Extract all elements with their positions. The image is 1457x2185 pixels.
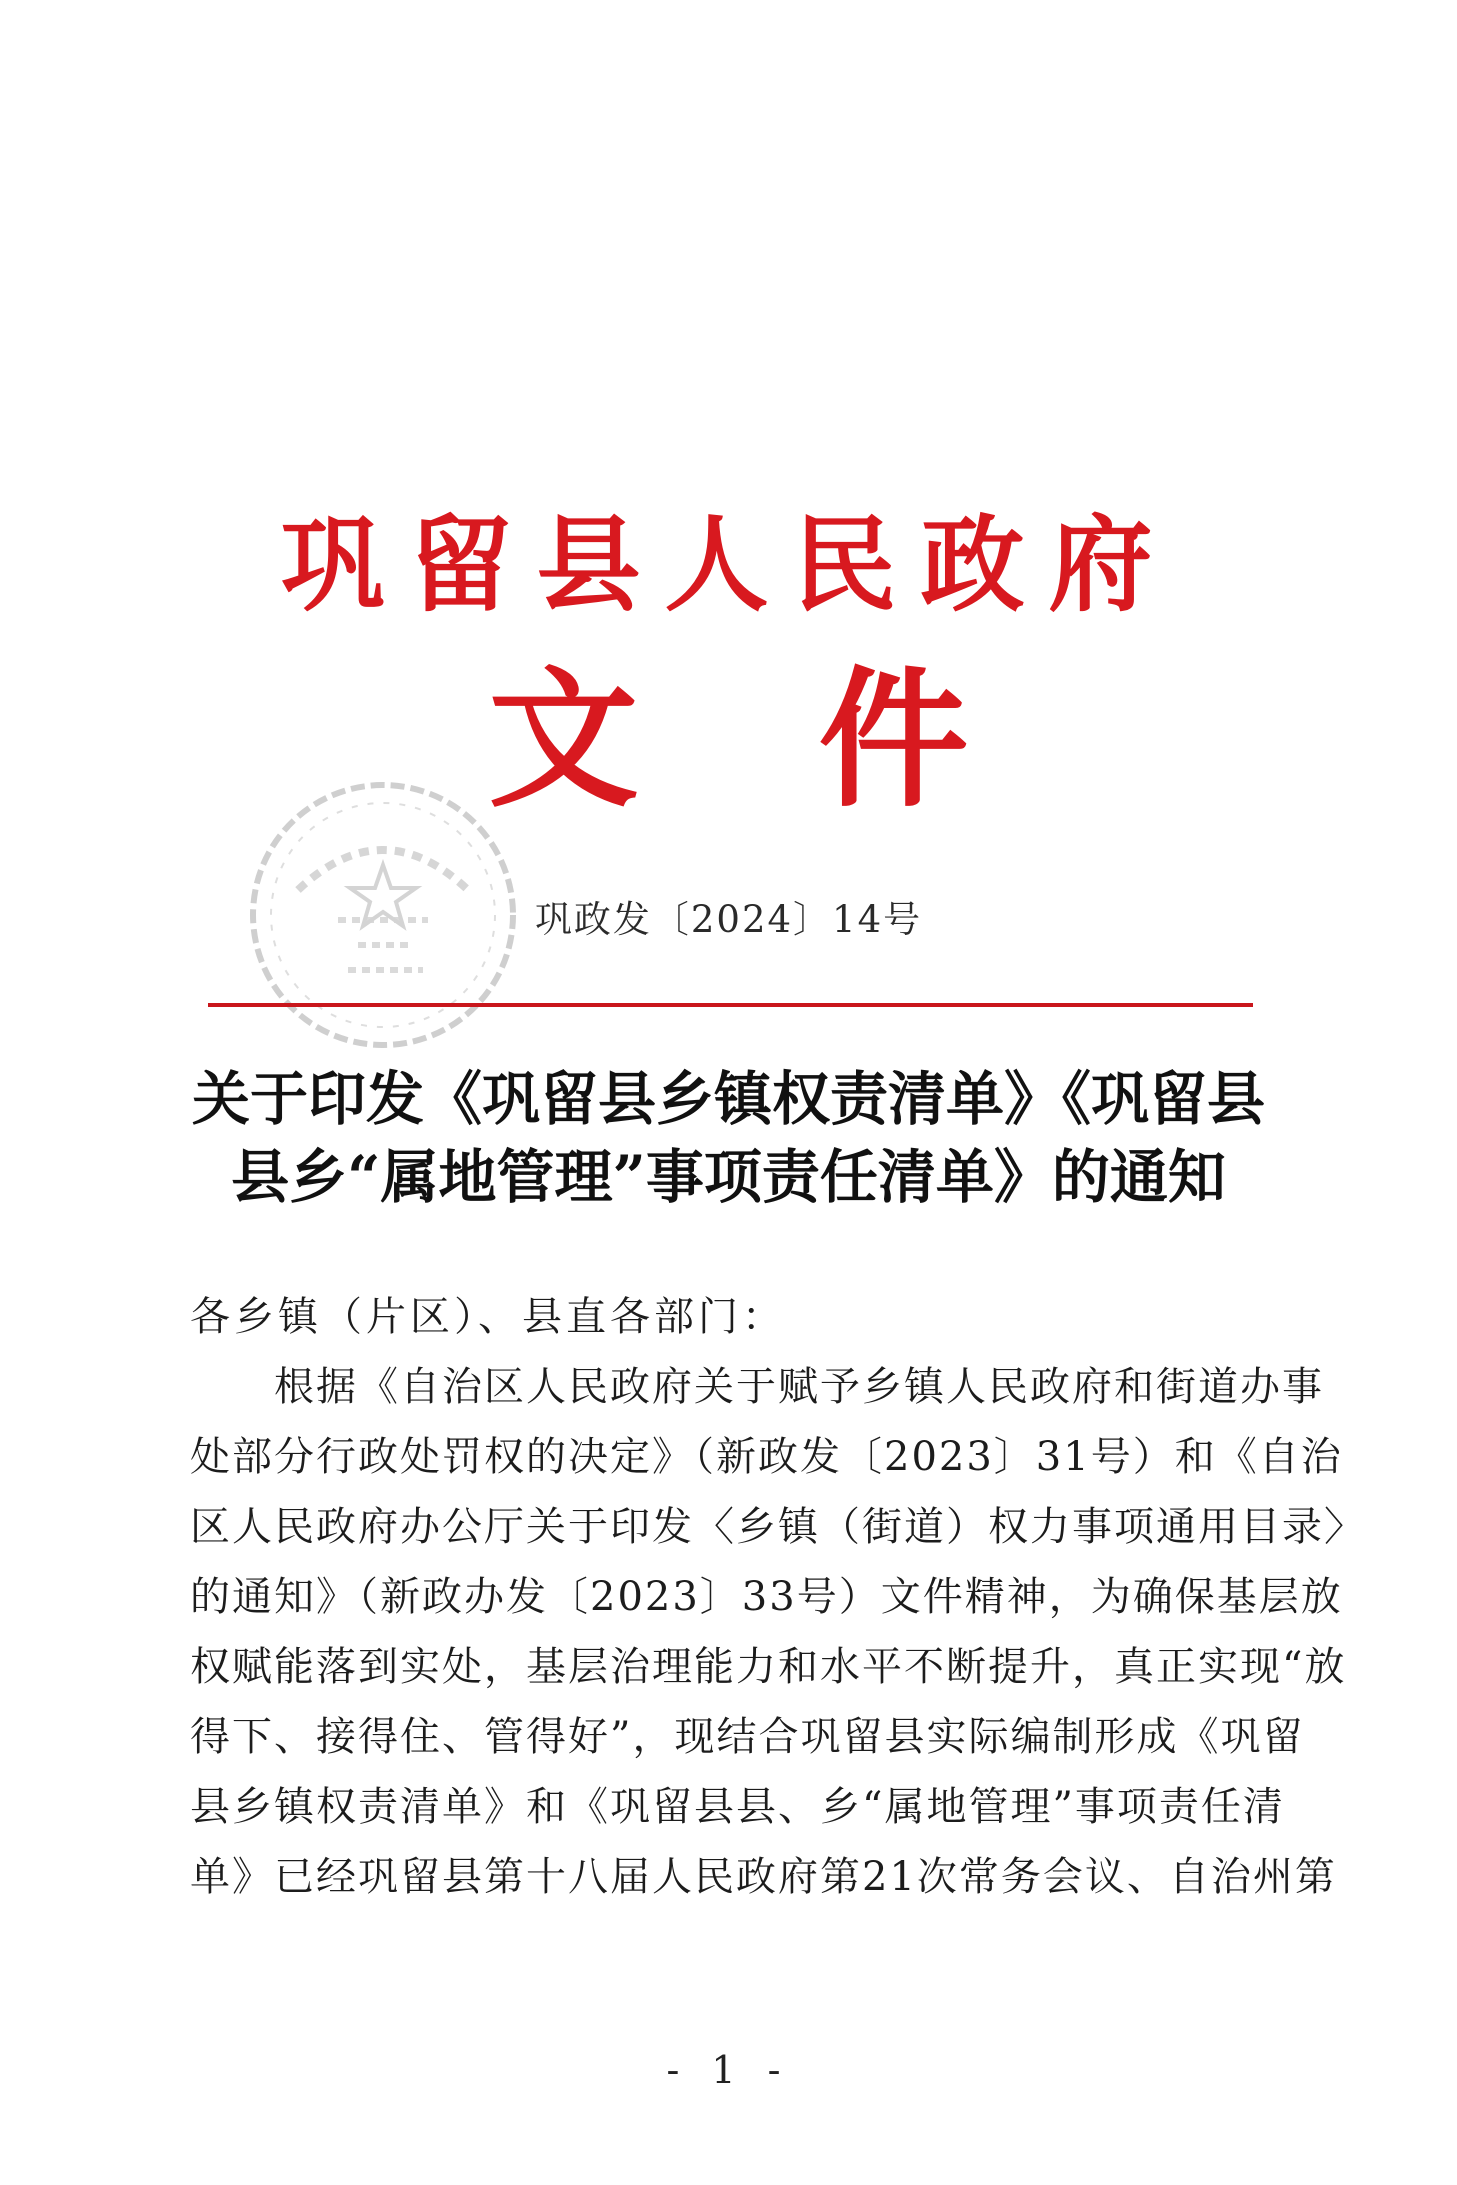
- document-word: 文件: [488, 652, 1149, 828]
- body-line: 根据《自治区人民政府关于赋予乡镇人民政府和街道办事: [190, 1364, 1324, 1410]
- title-line: 关于印发《巩留县乡镇权责清单》《巩留县: [191, 1065, 1265, 1133]
- body-line: 权赋能落到实处，基层治理能力和水平不断提升，真正实现“放: [190, 1644, 1347, 1690]
- title-line: 县乡“属地管理”事项责任清单》的通知: [231, 1143, 1226, 1211]
- issuing-authority: 巩留县人民政府: [280, 503, 1177, 626]
- document-number: 巩政发〔2024〕14号: [534, 898, 923, 941]
- addressee: 各乡镇（片区）、县直各部门：: [190, 1294, 786, 1340]
- body-line: 处部分行政处罚权的决定》（新政发〔2023〕31号）和《自治: [190, 1434, 1343, 1480]
- document-body: [190, 1282, 1366, 1912]
- body-line: 县乡镇权责清单》和《巩留县县、乡“属地管理”事项责任清: [190, 1784, 1285, 1830]
- body-line: 区人民政府办公厅关于印发〈乡镇（街道）权力事项通用目录〉: [190, 1504, 1366, 1550]
- document-title: [170, 1060, 1287, 1216]
- red-divider: [208, 1003, 1253, 1007]
- body-line: 得下、接得住、管得好”，现结合巩留县实际编制形成《巩留: [190, 1714, 1305, 1760]
- body-line: 的通知》（新政办发〔2023〕33号）文件精神，为确保基层放: [190, 1574, 1343, 1620]
- page-number: - 1 -: [666, 2048, 791, 2092]
- body-line: 单》已经巩留县第十八届人民政府第21次常务会议、自治州第: [190, 1854, 1337, 1900]
